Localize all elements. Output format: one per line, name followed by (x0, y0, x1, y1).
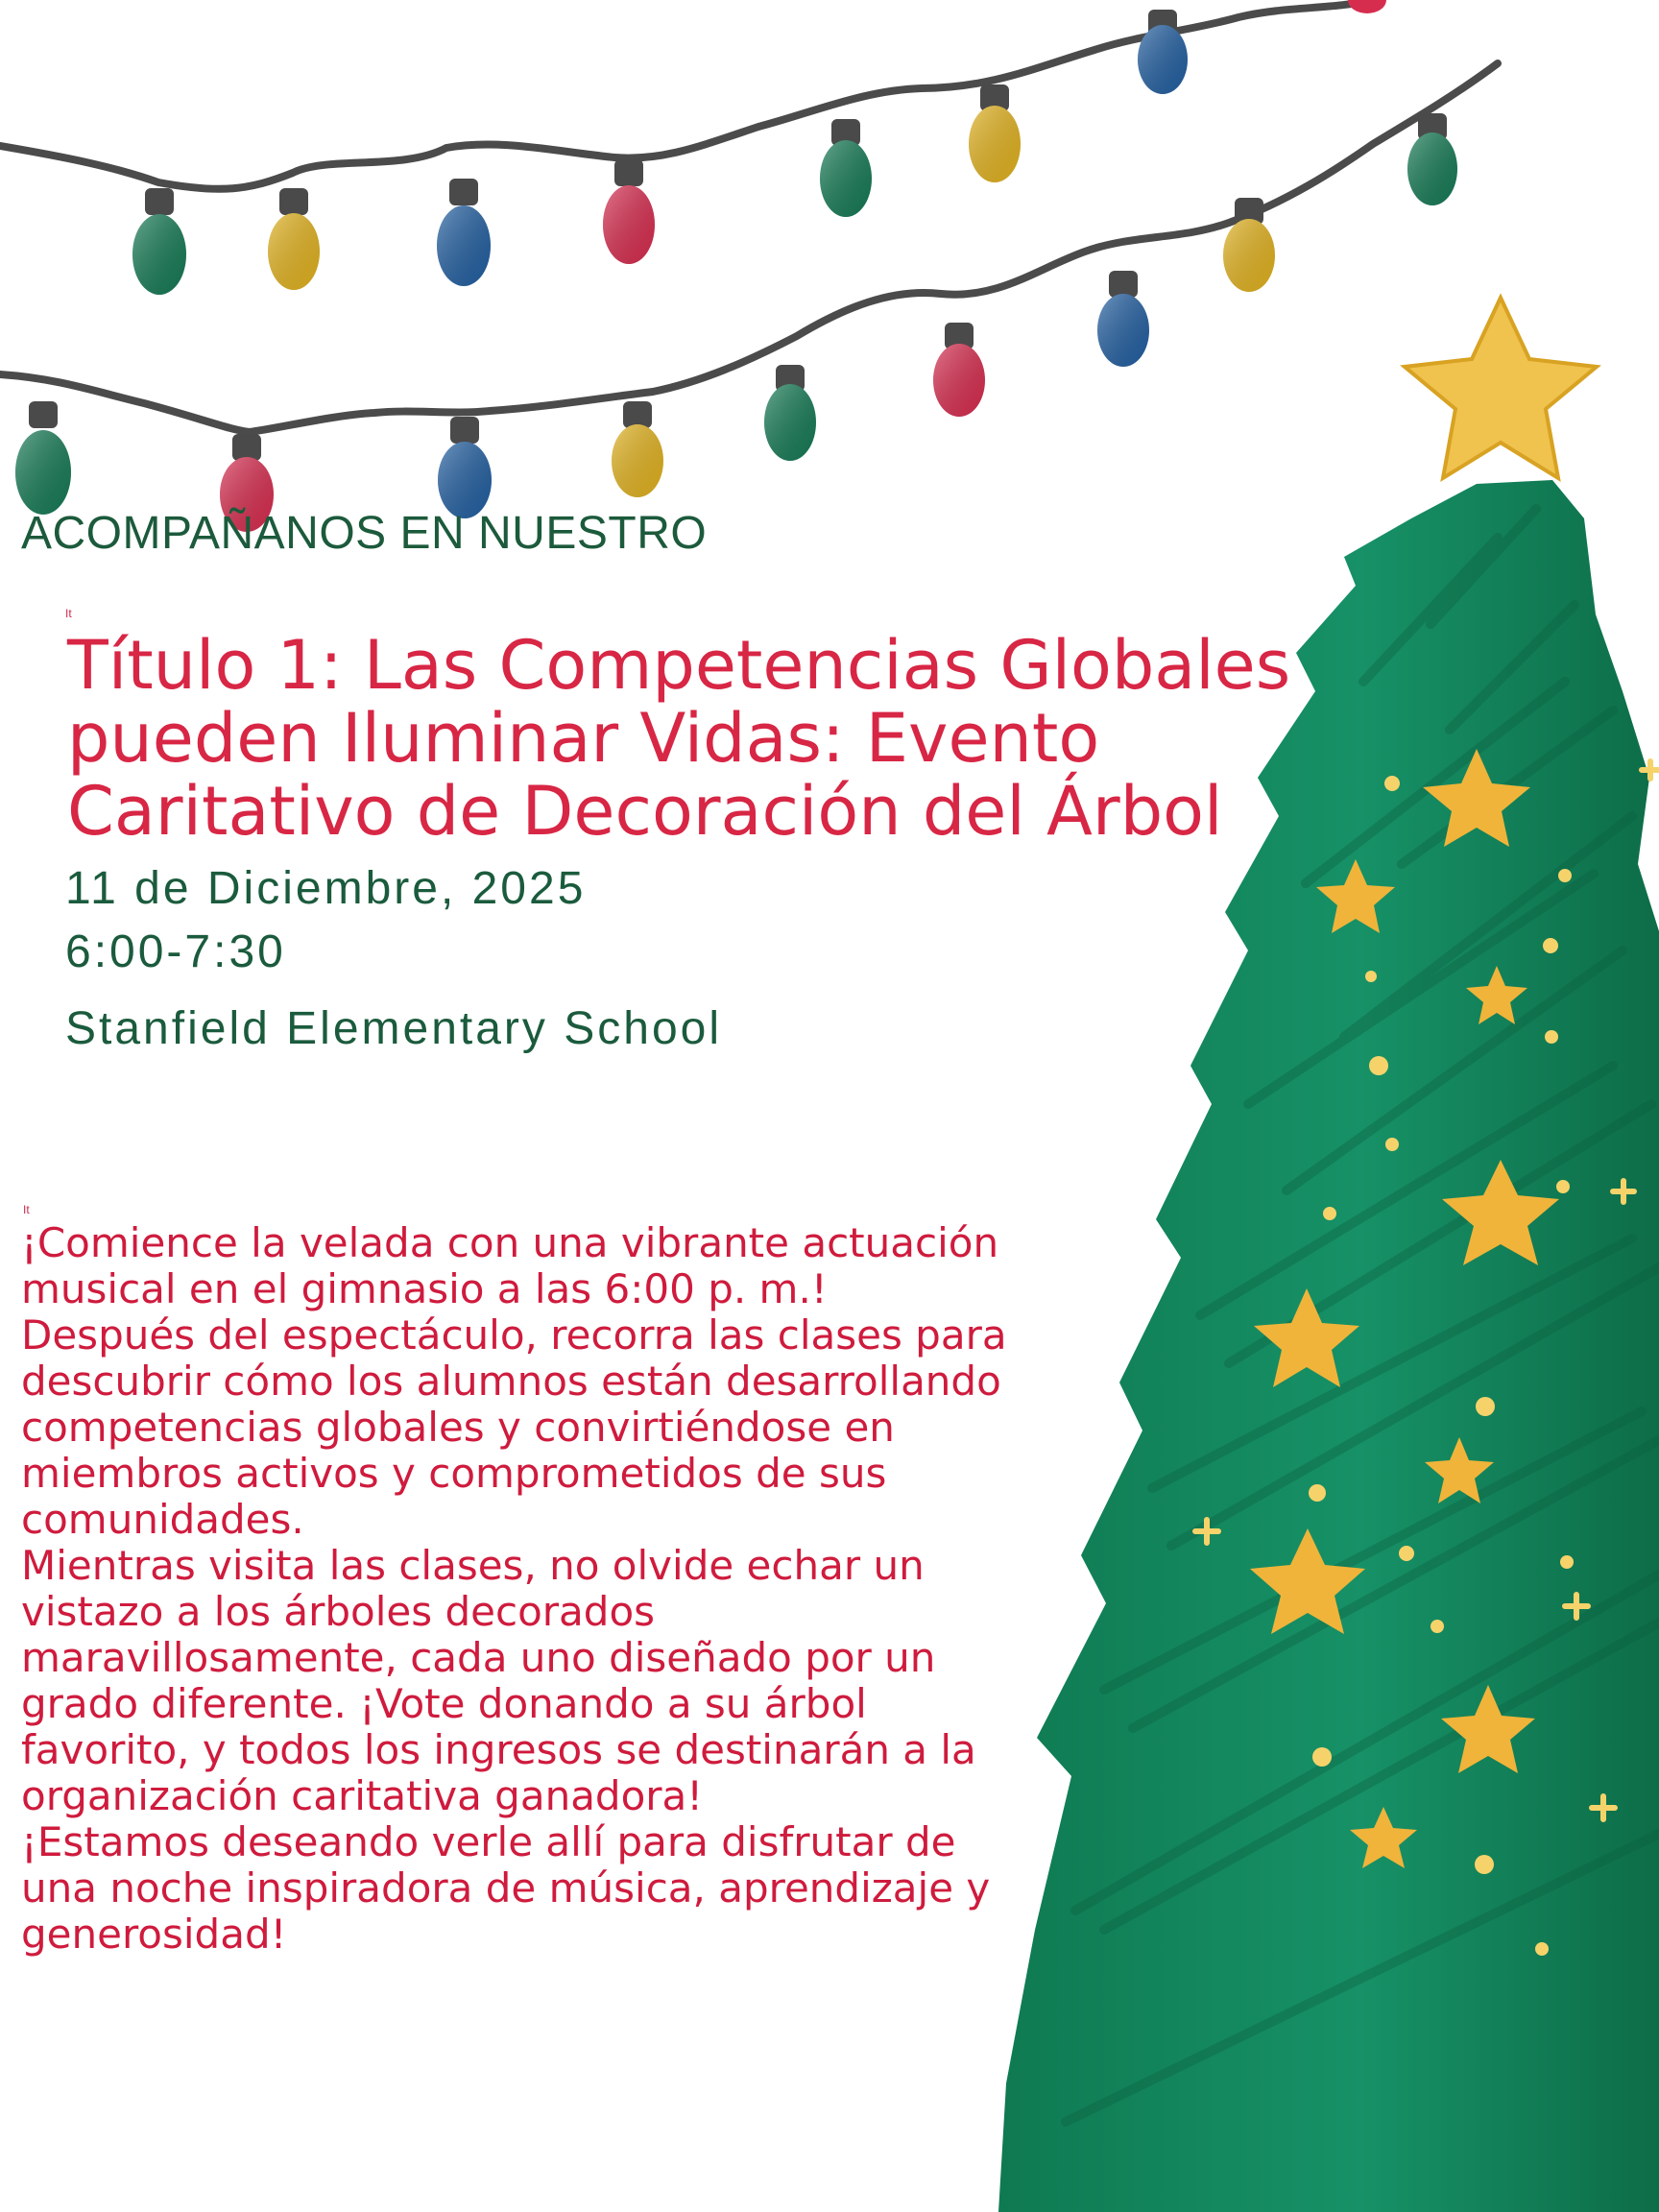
bulb-green-1 (132, 188, 186, 295)
bulb-blue-2 (1138, 10, 1188, 94)
description-paragraph-1: ¡Comience la velada con una vibrante actuación musical en el gimnasio a las 6:00 p. m.! (21, 1219, 999, 1312)
bulb-yellow-3 (612, 401, 663, 497)
bulb-yellow-1 (268, 188, 320, 290)
bulb-red-2 (1348, 0, 1386, 13)
bulb-red-1 (603, 159, 655, 264)
bulb-green-3 (15, 401, 71, 515)
event-title (67, 626, 1459, 851)
bulb-blue-1 (437, 179, 491, 286)
description-paragraph-2: Después del espectáculo, recorra las clases para descubrir cómo los alumnos están desarrollando competencias globales y convirtiéndose en miembros activos y comprometidos de sus comunidades. (21, 1311, 1007, 1543)
title-marker: It (65, 607, 72, 620)
event-title-line-1: Título 1: Las Competencias Globales (67, 626, 1291, 705)
tree-top-star-icon (1405, 298, 1597, 478)
description-paragraph-3: Mientras visita las clases, no olvide echar un vistazo a los árboles decorados maravillosamente, cada uno diseñado por un grado diferente. ¡Vote donando a su árbol favorito, y todos los ingresos se destinarán a la organización caritativa ganadora! (21, 1542, 976, 1819)
body-marker: It (23, 1203, 30, 1216)
intro-heading: ACOMPAÑANOS EN NUESTRO (21, 508, 708, 559)
bulb-red-4 (933, 323, 985, 417)
event-title-line-2: pueden Iluminar Vidas: Evento (67, 699, 1100, 778)
bulb-yellow-2 (969, 84, 1021, 182)
bulb-blue-3 (438, 417, 492, 518)
event-title-line-3: Caritativo de Decoración del Árbol (67, 772, 1223, 851)
bulb-green-4 (764, 365, 816, 461)
event-time: 6:00-7:30 (65, 926, 286, 977)
christmas-tree-illustration (998, 278, 1659, 2212)
bulb-green-5 (1407, 113, 1457, 205)
event-date: 11 de Diciembre, 2025 (65, 863, 587, 914)
bulb-green-2 (820, 119, 872, 217)
event-location: Stanfield Elementary School (65, 1003, 722, 1054)
description-paragraph-4: ¡Estamos deseando verle allí para disfrutar de una noche inspiradora de música, aprendizaje y generosidad! (21, 1818, 991, 1958)
event-description (21, 1220, 1039, 1958)
